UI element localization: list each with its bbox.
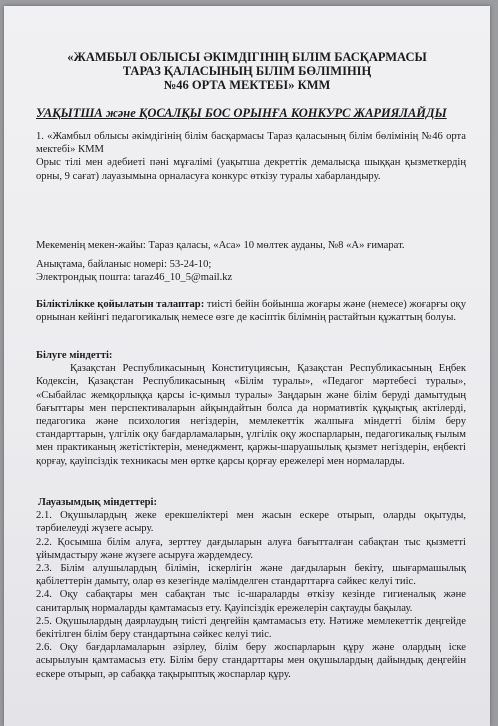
qualification-label: Біліктілікке қойылатын талаптар: <box>36 299 205 310</box>
duties-label: Лауазымдық міндеттері: <box>38 497 158 508</box>
intro-section <box>36 130 466 183</box>
duty-item-6: 2.6. Оқу бағдарламаларын әзірлеу, білім беру жоспарларын құру және олардың іске асырылуын қамтамасыз ету. Білім беру стандарттары мен оқушылардың дайындық деңгейін ескере отырып, әр сабаққа тақырыптық жоспарлар құру. <box>36 642 466 680</box>
header-line-3: №46 ОРТА МЕКТЕБІ» КММ <box>163 78 331 92</box>
qualification-section <box>36 298 466 324</box>
duty-item-1: 2.1. Оқушылардың жеке ерекшеліктері мен жасын ескере отырып, оларды оқытуды, тәрбиелеуді жүзеге асыру. <box>36 510 466 535</box>
duty-item-5: 2.5. Оқушылардың даярлаудың тиісті деңгейін қамтамасыз ету. Нәтиже мемлекеттік деңгейде бекітілген білім беру стандартына сәйкес келуі тиіс. <box>36 615 466 641</box>
email-label: Электрондық пошта: <box>36 272 134 284</box>
duty-item-2: 2.2. Қосымша білім алуға, зерттеу дағдыларын алуға бағытталған сабақтан тыс қызметті ұйымдастыру және жүзеге асыруға жәрдемдесу. <box>36 536 466 561</box>
email-address: taraz46_10_5@mail.kz <box>133 272 233 284</box>
intro-organization: 1. «Жамбыл облысы әкімдігінің білім басқармасы Тараз қаласының білім бөлімінің №46 орта мектебі» КММ <box>36 131 466 156</box>
knowledge-section <box>36 349 466 468</box>
intro-position: Орыс тілі мен әдебиеті пәні мұғалімі (уақытша декреттік демалысқа шыққан қызметкердің орны, 9 сағат) лауазымына орналасуға конкурс өткізу туралы хабарландыру. <box>36 157 466 182</box>
email-line <box>36 271 466 284</box>
duties-section <box>36 496 466 681</box>
knowledge-label: Білуге міндетті: <box>36 350 113 361</box>
address-text: Мекеменің мекен-жайы: Тараз қаласы, «Аса» 10 мөлтек ауданы, №8 «А» ғимарат. <box>36 240 405 251</box>
duty-item-3: 2.3. Білім алушылардың білімін, іскерлігін және дағдыларын бекіту, шығармашылық қабілеттерін дамыту, олар өз кезегінде мәлімделген стандарттарға сәйкес келуі тиіс. <box>36 563 466 588</box>
announcement-title: УАҚЫТША және ҚОСАЛҚЫ БОС ОРЫНҒА КОНКУРС ЖАРИЯЛАЙДЫ <box>36 106 447 120</box>
qualification-text: тиісті бейін бойынша жоғары және (немесе) жоғарғы оқу орнынан кейінгі педагогикалық немесе өзге де кәсіптік білімнің растайтын құжаттың болуы. <box>36 299 466 324</box>
header-line-2: ТАРАЗ ҚАЛАСЫНЫҢ БІЛІМ БӨЛІМІНІҢ <box>122 64 372 78</box>
duty-item-4: 2.4. Оқу сабақтары мен сабақтан тыс іс-шараларды өткізу кезінде гигиеналық және санитарлық нормаларды қамтамасыз ету. Қауіпсіздік ережелерін сақтауды бақылау. <box>36 589 466 614</box>
knowledge-text: Қазақстан Республикасының Конституциясын, Қазақстан Республикасының Еңбек Кодексін, Қазақстан Республикасының «Білім туралы», «Педагог мәртебесі туралы», «Сыбайлас жемқорлыққа қарсы іс-қимыл туралы» Заңдарын және білім беруді дамытудың бағыттары мен перспективаларын айқындайтын болса да нормативтік құқықтық актілерді, педагогика және психология негіздерін, мемлекеттік жалпыға міндетті білім беру стандарттарын, үлгілік оқу бағдарламаларын, үлгілік оқу жоспарларын, педагогикалық ғылым мен практиканың жетістіктерін, менеджмент, қаржы-шаруашылық қызмет негіздерін, еңбекті қорғау, қауіпсіздік техникасы мен өртке қарсы қорғау ережелері мен нормаларды. <box>36 363 466 467</box>
announcement-sheet <box>4 6 490 726</box>
header-line-1: «ЖАМБЫЛ ОБЛЫСЫ ӘКІМДІГІНІҢ БІЛІМ БАСҚАРМАСЫ <box>67 50 427 64</box>
contact-section <box>36 239 466 285</box>
phone-text: Анықтама, байланыс номері: 53-24-10; <box>36 259 212 271</box>
